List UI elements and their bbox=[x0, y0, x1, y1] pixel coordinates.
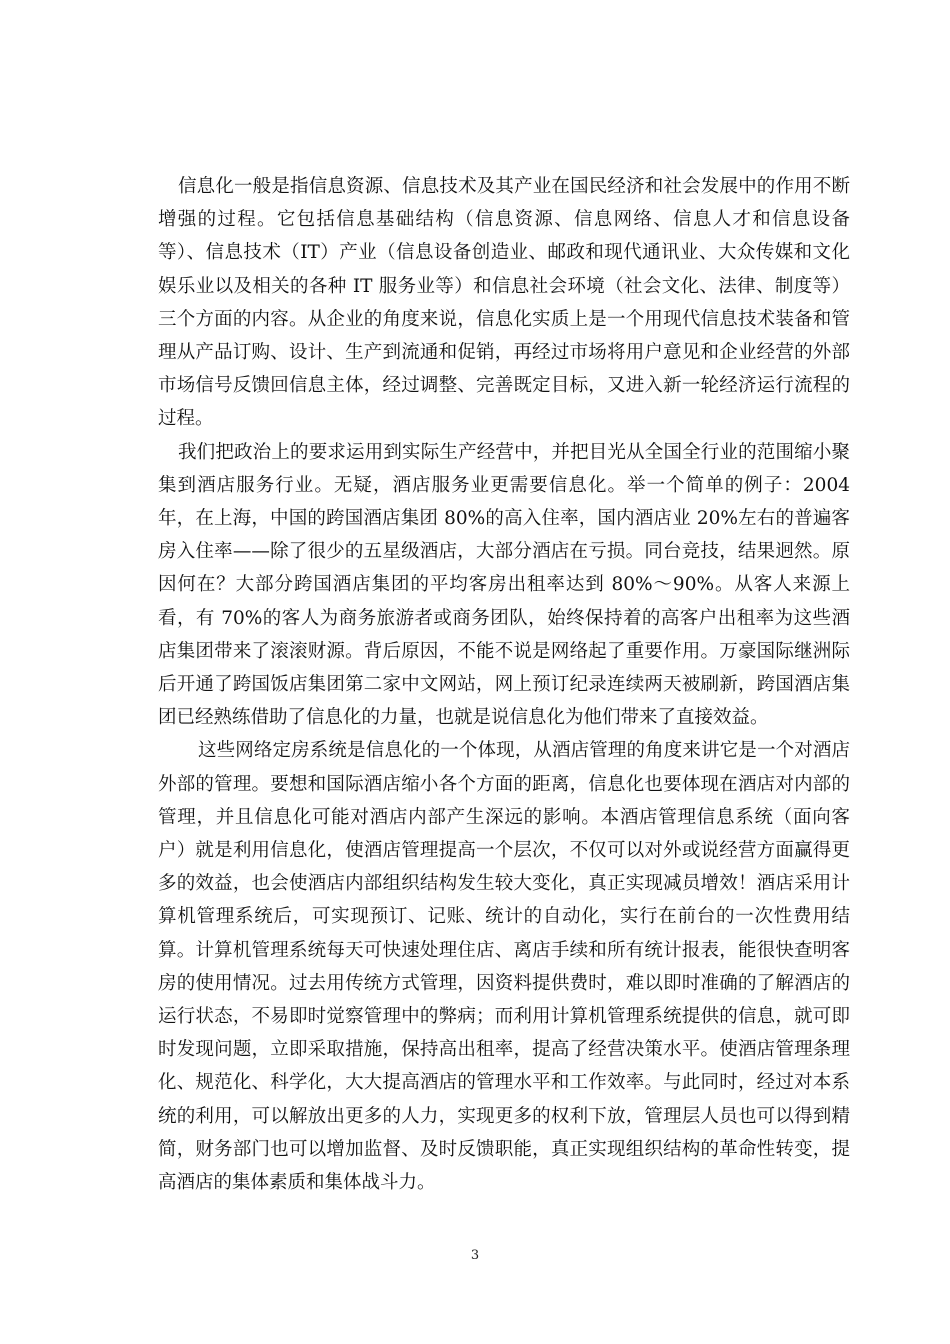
page-number: 3 bbox=[470, 1248, 480, 1263]
paragraph-hotel-industry-example: 我们把政治上的要求运用到实际生产经营中，并把目光从全国全行业的范围缩小聚集到酒店服务行业。无疑，酒店服务业更需要信息化。举一个简单的例子：2004 年，在上海，中国的跨国酒店集团 80%的高入住率，国内酒店业 20%左右的普遍客房入住率——除了很少的五星级酒店，大部分酒店在亏损。同台竞技，结果迥然。原因何在？大部分跨国酒店集团的平均客房出租率达到 80%～90%。从客人来源上看，有 70%的客人为商务旅游者或商务团队，始终保持着的高客户出租率为这些酒店集团带来了滚滚财源。背后原因，不能不说是网络起了重要作用。万豪国际继洲际后开通了跨国饭店集团第二家中文网站，网上预订纪录连续两天被刷新，跨国酒店集团已经熟练借助了信息化的力量，也就是说信息化为他们带来了直接效益。 bbox=[158, 441, 850, 729]
document-body bbox=[158, 170, 850, 1199]
paragraph-informatization-definition: 信息化一般是指信息资源、信息技术及其产业在国民经济和社会发展中的作用不断增强的过程。它包括信息基础结构（信息资源、信息网络、信息人才和信息设备等）、信息技术（IT）产业（信息设备创造业、邮政和现代通讯业、大众传媒和文化娱乐业以及相关的各种 IT 服务业等）和信息社会环境（社会文化、法律、制度等）三个方面的内容。从企业的角度来说，信息化实质上是一个用现代信息技术装备和管理从产品订购、设计、生产到流通和促销，再经过市场将用户意见和企业经营的外部市场信号反馈回信息主体，经过调整、完善既定目标，又进入新一轮经济运行流程的过程。 bbox=[158, 176, 850, 430]
paragraph-hotel-management-system: 这些网络定房系统是信息化的一个体现，从酒店管理的角度来讲它是一个对酒店外部的管理。要想和国际酒店缩小各个方面的距离，信息化也要体现在酒店对内部的管理，并且信息化可能对酒店内部产生深远的影响。本酒店管理信息系统（面向客户）就是利用信息化，使酒店管理提高一个层次，不仅可以对外或说经营方面赢得更多的效益，也会使酒店内部组织结构发生较大变化，真正实现减员增效！酒店采用计算机管理系统后，可实现预订、记账、统计的自动化，实行在前台的一次性费用结算。计算机管理系统每天可快速处理住店、离店手续和所有统计报表，能很快查明客房的使用情况。过去用传统方式管理，因资料提供费时，难以即时准确的了解酒店的运行状态，不易即时觉察管理中的弊病；而利用计算机管理系统提供的信息，就可即时发现问题，立即采取措施，保持高出租率，提高了经营决策水平。使酒店管理条理化、规范化、科学化，大大提高酒店的管理水平和工作效率。与此同时，经过对本系统的利用，可以解放出更多的人力，实现更多的权利下放，管理层人员也可以得到精简，财务部门也可以增加监督、及时反馈职能，真正实现组织结构的革命性转变，提高酒店的集体素质和集体战斗力。 bbox=[158, 740, 850, 1194]
